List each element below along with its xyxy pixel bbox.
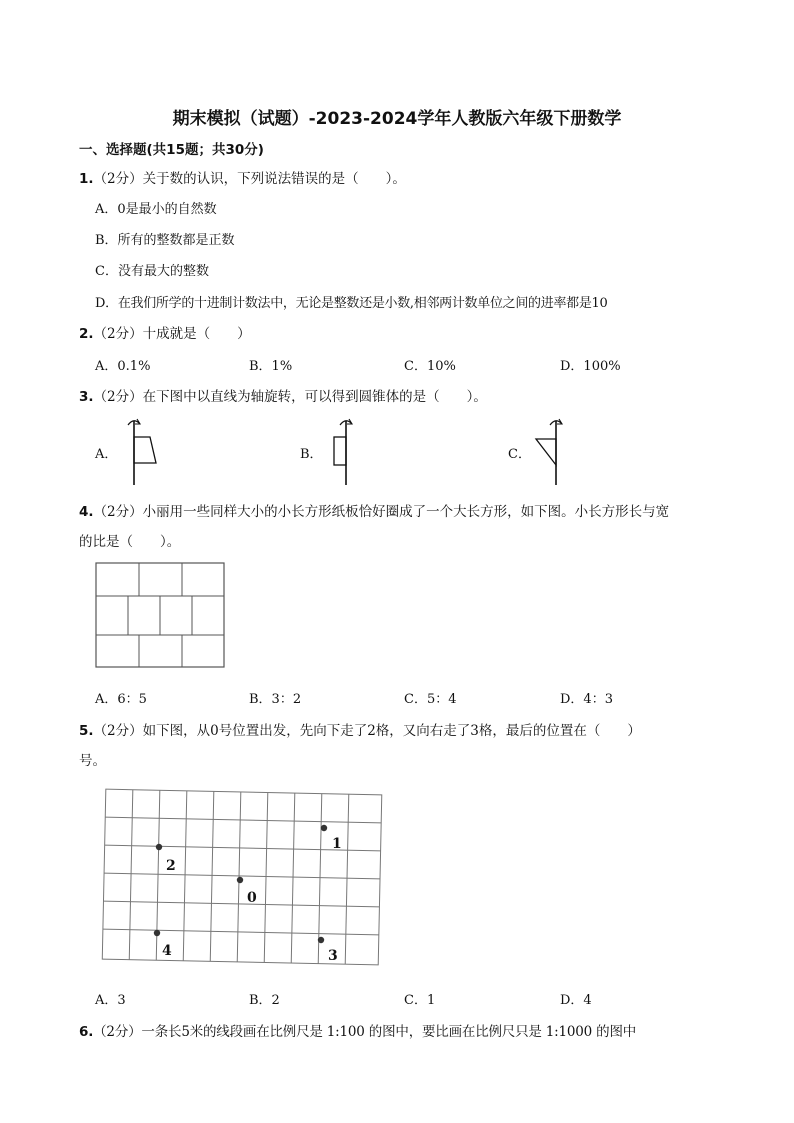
option-c: C．没有最大的整数 [95, 264, 209, 279]
rotation-figure-b [328, 415, 378, 487]
option-c: C．5：4 [404, 692, 457, 707]
option-a: A．0.1% [95, 359, 151, 374]
question-2 [79, 322, 251, 342]
option-a: A．0是最小的自然数 [95, 202, 217, 217]
grid-lines [100, 788, 384, 968]
section-heading: 一、选择题(共15题；共30分) [79, 142, 264, 158]
option-d: D．100% [560, 359, 621, 374]
question-number: 3. [79, 389, 94, 405]
rectangle-tiling-figure [94, 561, 226, 669]
question-number: 2. [79, 326, 94, 342]
option-b: B．所有的整数都是正数 [95, 233, 235, 248]
question-6 [79, 1020, 636, 1040]
question-number: 5. [79, 723, 94, 739]
question-stem: （2分）十成就是（ ） [93, 326, 251, 342]
option-a: A．3 [95, 993, 126, 1008]
grid-label-2: 2 [166, 858, 176, 874]
rotation-figure-a [122, 415, 172, 487]
question-4-continued: 的比是（ ）。 [79, 534, 181, 550]
question-stem: （2分）一条长5米的线段画在比例尺是 1:100 的图中，要比画在比例尺只是 1:1000 的图中 [93, 1024, 637, 1040]
question-stem: （2分）如下图，从0号位置出发，先向下走了2格，又向右走了3格，最后的位置在（ ） [93, 723, 641, 739]
question-3 [79, 385, 487, 405]
option-d: D．在我们所学的十进制计数法中，无论是整数还是小数,相邻两计数单位之间的进率都是10 [95, 296, 608, 311]
question-5 [79, 719, 641, 739]
grid-label-3: 3 [328, 948, 338, 964]
position-grid-figure [100, 788, 384, 968]
rotation-figure-c [530, 415, 580, 487]
grid-label-4: 4 [162, 943, 172, 959]
grid-label-1: 1 [332, 836, 342, 852]
option-b: B．2 [249, 993, 280, 1008]
question-stem: （2分）小丽用一些同样大小的小长方形纸板恰好圈成了一个大长方形，如下图。小长方形长与宽 [93, 504, 670, 520]
question-1 [79, 167, 406, 187]
question-4 [79, 500, 669, 520]
option-b: B．3：2 [249, 692, 302, 707]
question-stem: （2分）关于数的认识，下列说法错误的是（ ）。 [93, 171, 406, 187]
question-number: 6. [79, 1024, 94, 1040]
question-stem: （2分）在下图中以直线为轴旋转，可以得到圆锥体的是（ ）。 [93, 389, 487, 405]
option-d: D．4：3 [560, 692, 613, 707]
option-b: B． [300, 447, 323, 462]
option-a: A． [95, 447, 118, 462]
question-number: 1. [79, 171, 94, 187]
option-a: A．6：5 [95, 692, 147, 707]
option-c: C．1 [404, 993, 436, 1008]
option-b: B．1% [249, 359, 293, 374]
question-number: 4. [79, 504, 94, 520]
option-c: C． [508, 447, 531, 462]
question-5-continued: 号。 [79, 753, 106, 769]
option-d: D．4 [560, 993, 592, 1008]
option-c: C．10% [404, 359, 456, 374]
grid-label-0: 0 [247, 890, 257, 906]
page-title: 期末模拟（试题）-2023-2024学年人教版六年级下册数学 [172, 109, 622, 129]
